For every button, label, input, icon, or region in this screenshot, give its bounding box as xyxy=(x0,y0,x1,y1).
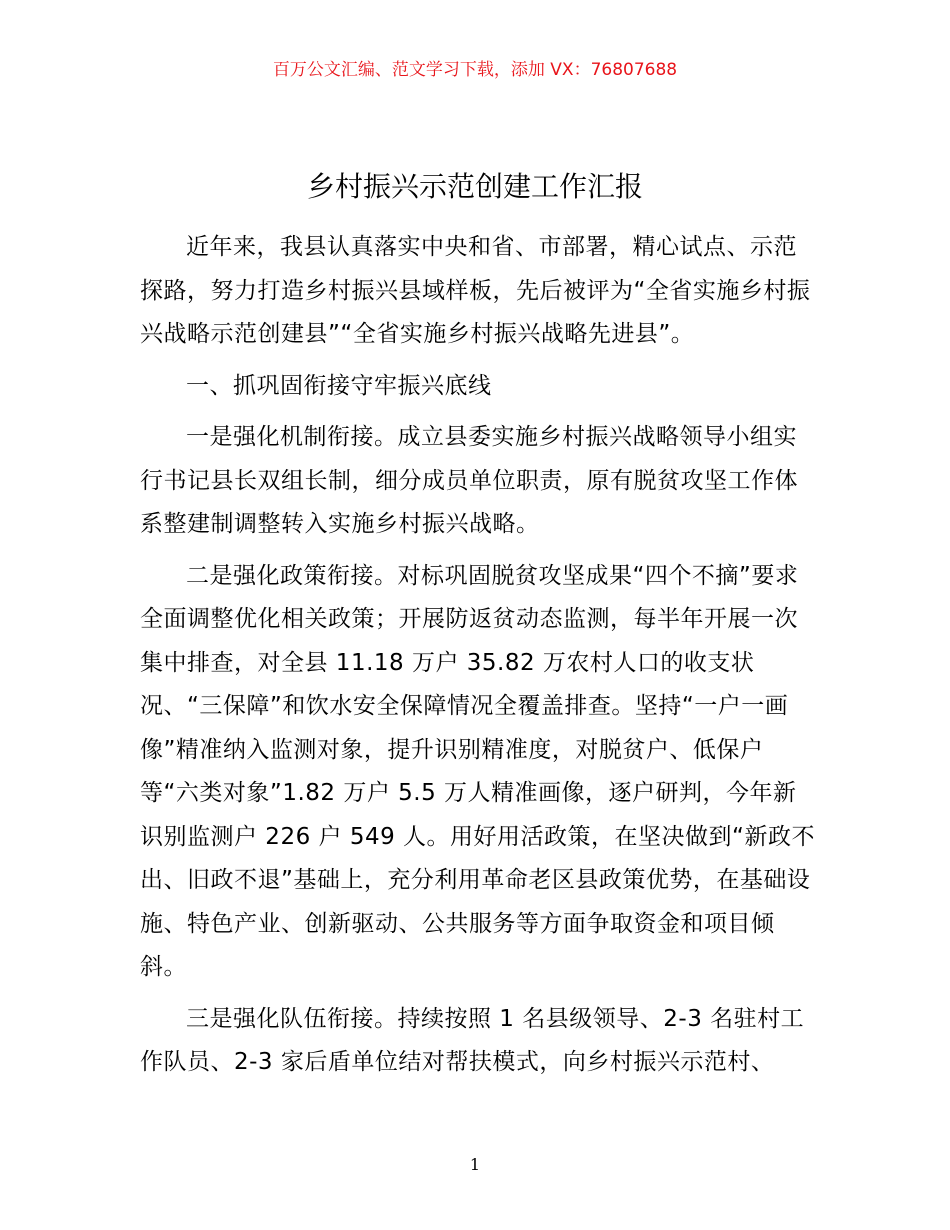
page-number: 1 xyxy=(469,1155,481,1174)
paragraph-policy: 二是强化政策衔接。对标巩固脱贫攻坚成果“四个不摘”要求全面调整优化相关政策；开展防返贫动态监测，每半年开展一次集中排查，对全县 11.18 万户 35.82 万农村人口的收支状况、“三保障”和饮水安全保障情况全覆盖排查。坚持“一户一画像”精准纳入监测对象，提升识别精准度，对脱贫户、低保户等“六类对象”1.82 万户 5.5 万人精准画像，逐户研判，今年新识别监测户 226 户 549 人。用好用活政策，在坚决做到“新政不出、旧政不退”基础上，充分利用革命老区县政策优势，在基础设施、特色产业、创新驱动、公共服务等方面争取资金和项目倾斜。 xyxy=(140,562,815,980)
paragraph-team: 三是强化队伍衔接。持续按照 1 名县级领导、2-3 名驻村工作队员、2-3 家后盾单位结对帮扶模式，向乡村振兴示范村、 xyxy=(140,1005,805,1075)
paragraph-mechanism: 一是强化机制衔接。成立县委实施乡村振兴战略领导小组实行书记县长双组长制，细分成员单位职责，原有脱贫攻坚工作体系整建制调整转入实施乡村振兴战略。 xyxy=(140,424,798,537)
paragraph-intro: 近年来，我县认真落实中央和省、市部署，精心试点、示范探路，努力打造乡村振兴县域样板，先后被评为“全省实施乡村振兴战略示范创建县”“全省实施乡村振兴战略先进县”。 xyxy=(140,234,811,347)
section-heading-1: 一、抓巩固衔接守牢振兴底线 xyxy=(186,372,492,399)
document-body xyxy=(140,226,815,1093)
header-promo-note: 百万公文汇编、范文学习下载，添加 VX：76807688 xyxy=(272,60,678,80)
document-title: 乡村振兴示范创建工作汇报 xyxy=(306,170,643,203)
